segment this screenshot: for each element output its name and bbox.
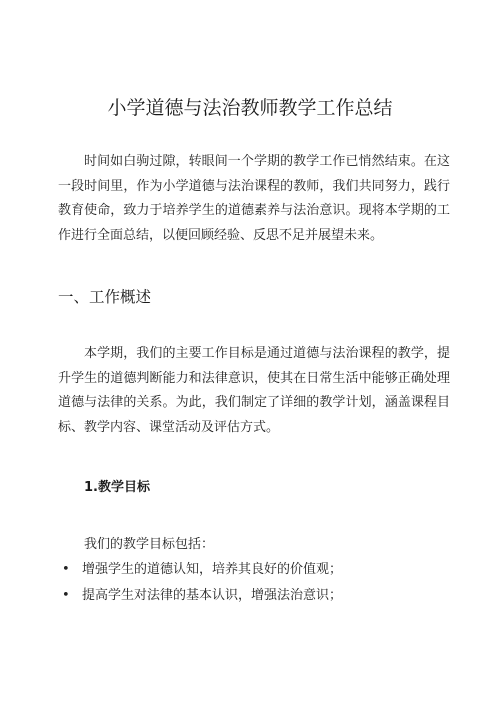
work-overview-paragraph: 本学期，我们的主要工作目标是通过道德与法治课程的教学，提升学生的道德判断能力和法律意识，使其在日常生活中能够正确处理道德与法律的关系。为此，我们制定了详细的教学计划，涵盖课程目标、教学内容、课堂活动及评估方式。 (58, 346, 450, 435)
list-item (62, 557, 342, 583)
subsection-heading-teaching-goals: 1.教学目标 (84, 480, 150, 495)
list-item-text: 提高学生对法律的基本认识，增强法治意识； (82, 588, 343, 603)
document-title: 小学道德与法治教师教学工作总结 (107, 97, 393, 119)
teaching-goals-list (62, 557, 342, 609)
list-item (62, 583, 342, 609)
bullet-icon: • (62, 562, 70, 577)
section-heading-work-overview: 一、工作概述 (58, 288, 152, 306)
list-item-text: 增强学生的道德认知，培养其良好的价值观； (82, 562, 343, 577)
intro-paragraph: 时间如白驹过隙，转眼间一个学期的教学工作已悄然结束。在这一段时间里，作为小学道德与法治课程的教师，我们共同努力，践行教育使命，致力于培养学生的道德素养与法治意识。现将本学期的工作进行全面总结，以便回顾经验、反思不足并展望未来。 (58, 154, 450, 243)
bullet-icon: • (62, 588, 70, 603)
teaching-goals-intro: 我们的教学目标包括： (84, 537, 215, 552)
